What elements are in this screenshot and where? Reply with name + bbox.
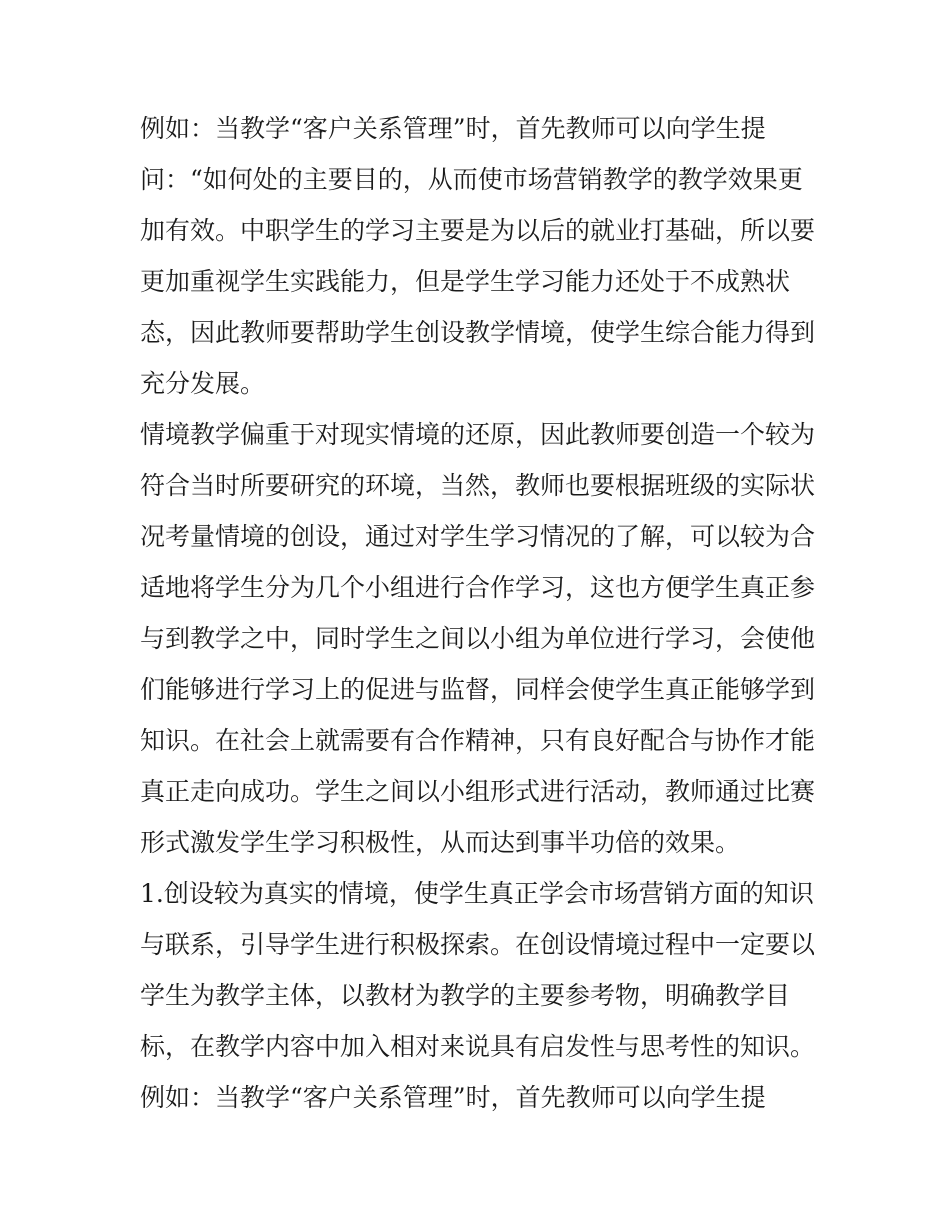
text-line: 标，在教学内容中加入相对来说具有启发性与思考性的知识。: [140, 1032, 816, 1061]
text-line: 真正走向成功。学生之间以小组形式进行活动，教师通过比赛: [140, 777, 816, 806]
text-line: 更加重视学生实践能力，但是学生学习能力还处于不成熟状: [140, 267, 791, 296]
text-line: 态，因此教师要帮助学生创设教学情境，使学生综合能力得到: [140, 318, 816, 347]
text-line: 知识。在社会上就需要有合作精神，只有良好配合与协作才能: [140, 726, 816, 755]
text-line: 们能够进行学习上的促进与监督，同样会使学生真正能够学到: [140, 675, 816, 704]
text-line: 形式激发学生学习积极性，从而达到事半功倍的效果。: [140, 828, 741, 857]
text-line: 与到教学之中，同时学生之间以小组为单位进行学习，会使他: [140, 624, 816, 653]
text-line: 例如：当教学“客户关系管理”时，首先教师可以向学生提: [140, 1083, 766, 1112]
text-line: 问：“如何处的主要目的，从而使市场营销教学的教学效果更: [140, 165, 803, 194]
text-line: 适地将学生分为几个小组进行合作学习，这也方便学生真正参: [140, 573, 816, 602]
text-line: 学生为教学主体，以教材为教学的主要参考物，明确教学目: [140, 981, 791, 1010]
text-line: 符合当时所要研究的环境，当然，教师也要根据班级的实际状: [140, 471, 816, 500]
text-line: 加有效。中职学生的学习主要是为以后的就业打基础，所以要: [140, 216, 816, 245]
text-line: 例如：当教学“客户关系管理”时，首先教师可以向学生提: [140, 114, 766, 143]
text-line: 况考量情境的创设，通过对学生学习情况的了解，可以较为合: [140, 522, 816, 551]
text-line: 与联系，引导学生进行积极探索。在创设情境过程中一定要以: [140, 930, 816, 959]
text-line: 情境教学偏重于对现实情境的还原，因此教师要创造一个较为: [140, 420, 816, 449]
text-line: 充分发展。: [140, 369, 266, 398]
text-line: 1.创设较为真实的情境，使学生真正学会市场营销方面的知识: [140, 879, 814, 908]
